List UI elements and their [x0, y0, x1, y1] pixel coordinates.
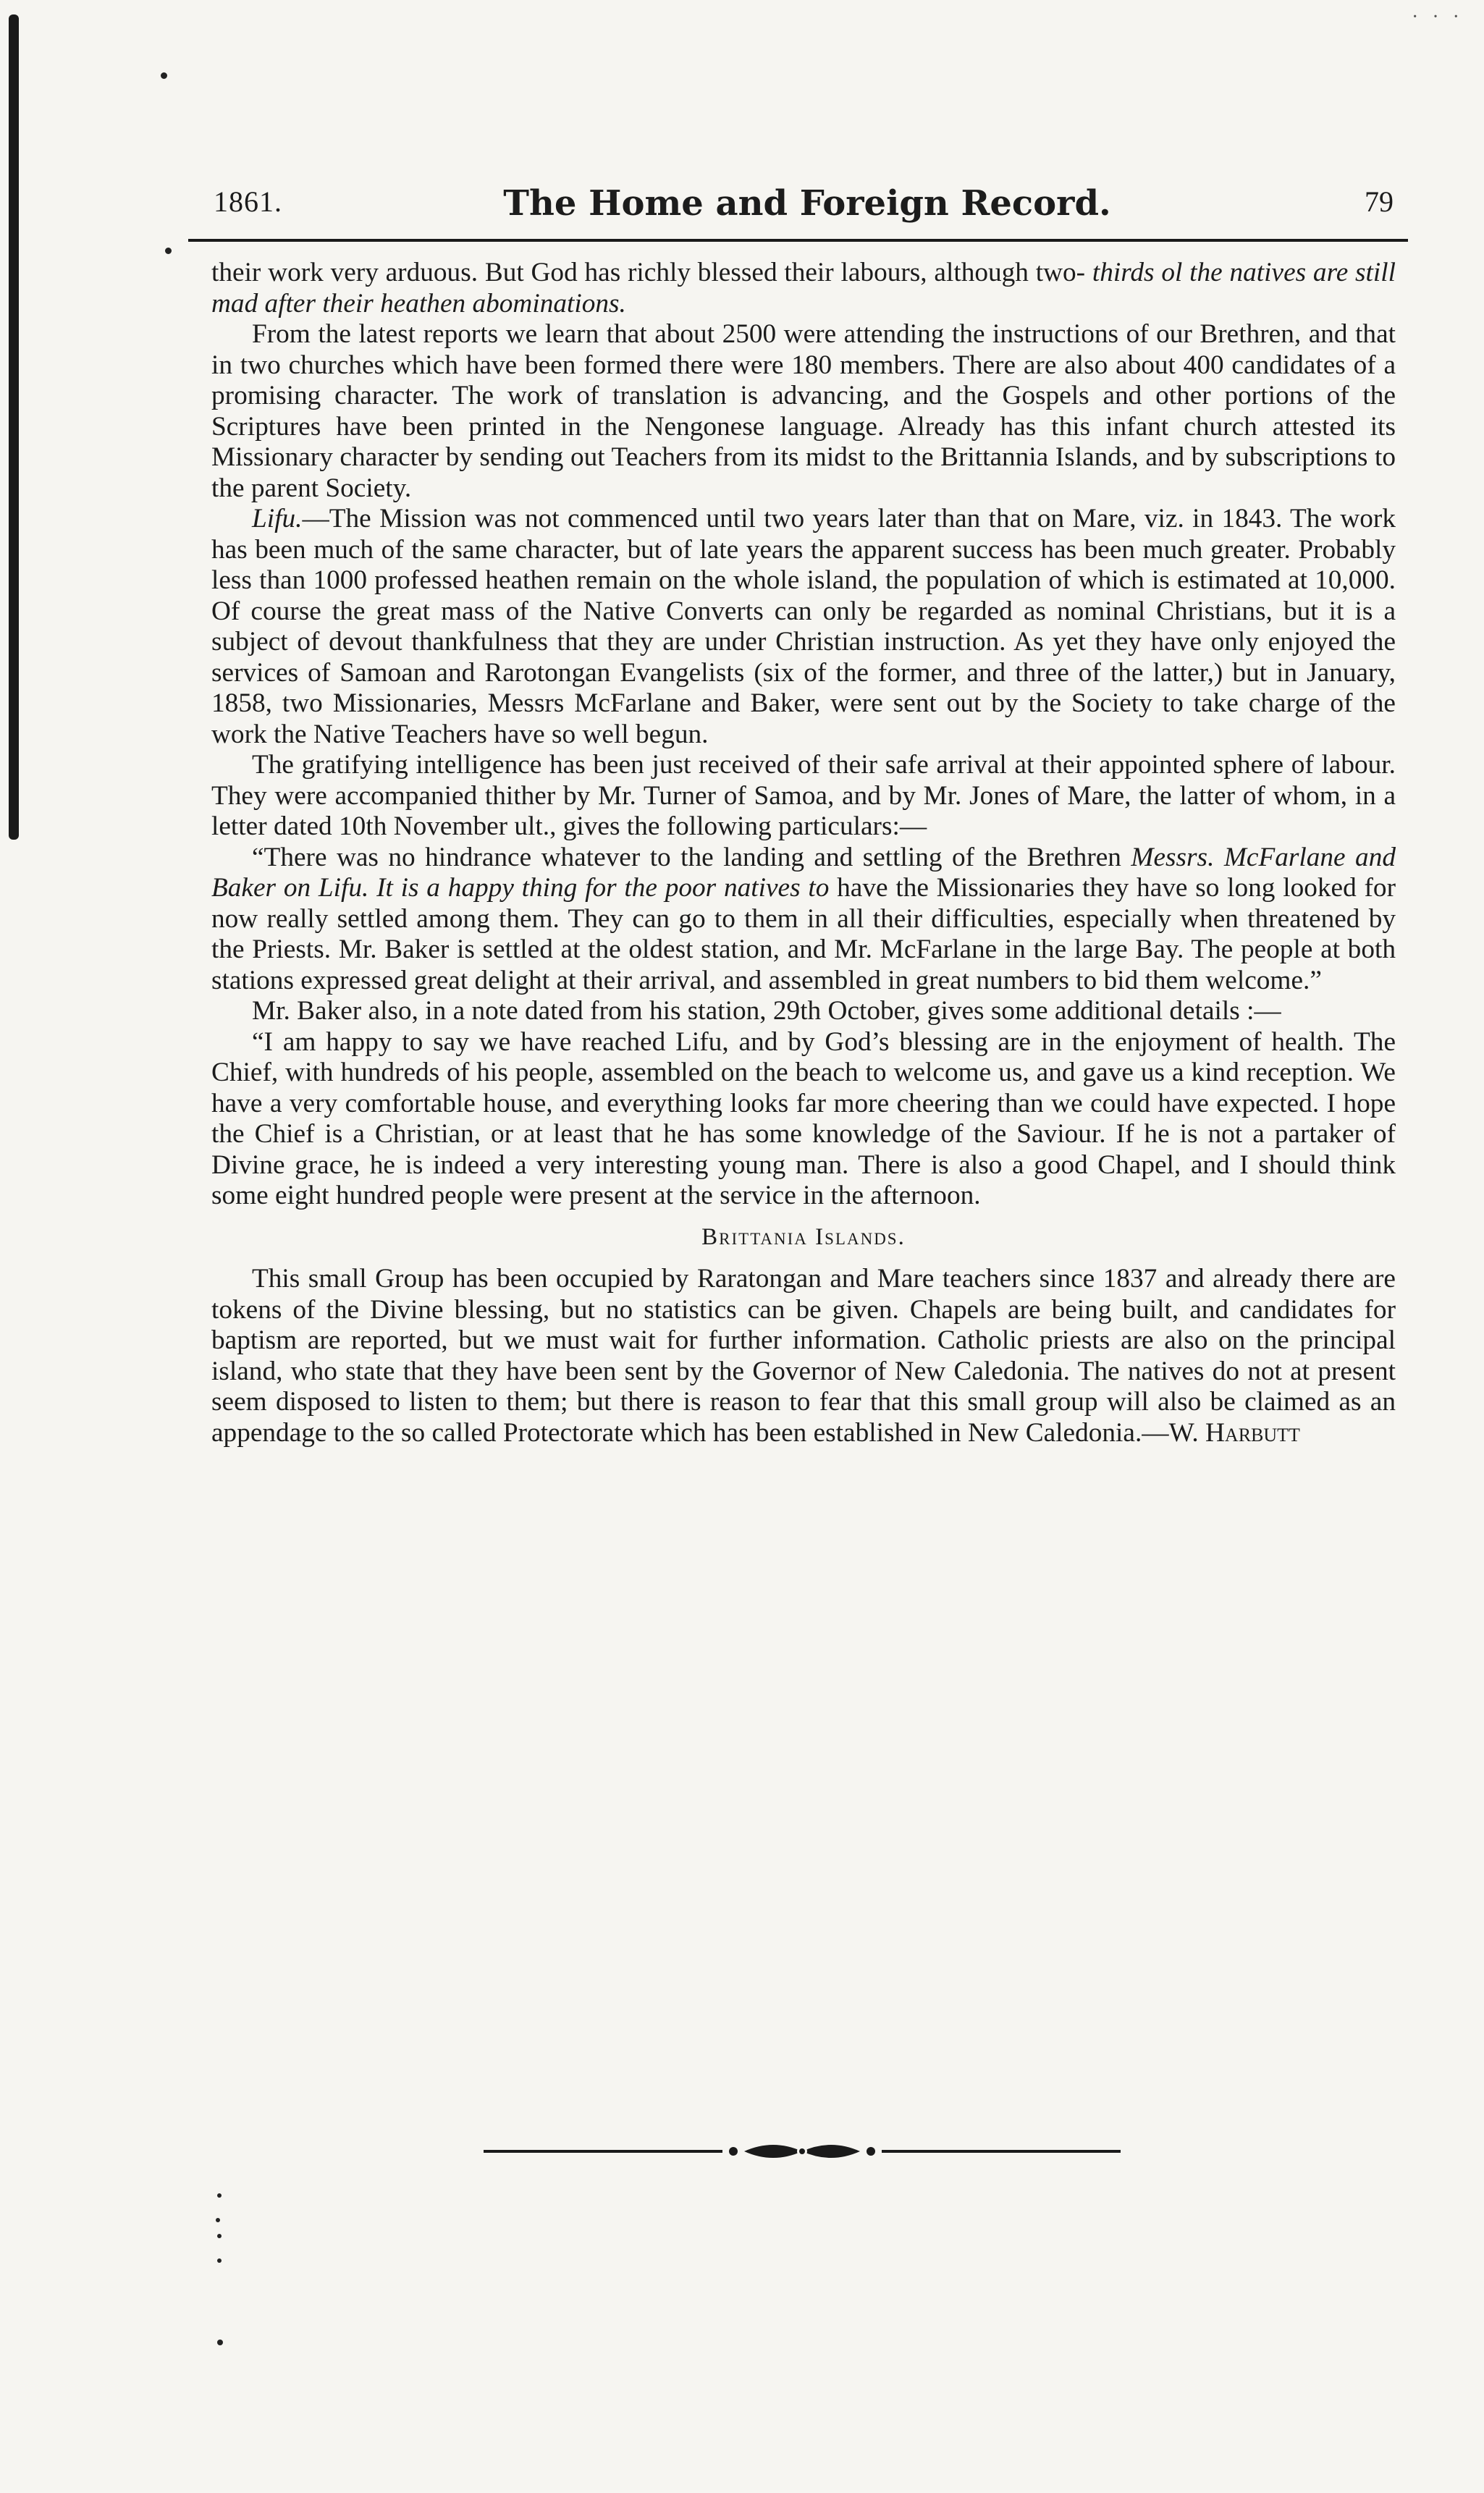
paragraph-text: This small Group has been occupied by Raratongan and Mare teachers since 1837 and already there are tokens of the Divine blessing, but no statistics can be given. Chapels are being built, and candidates for baptism are reported, but we must wait for further information. Catholic priests are also on the principal island, who state that they have been sent by the Governor of New Caledonia. The natives do not at present seem disposed to listen to them; but there is reason to fear that this small group will also be claimed as an appendage to the so called Protectorate which has been established in New Caledonia.—W. [211, 1264, 1396, 1448]
paragraph [211, 1264, 1396, 1448]
quoted-paragraph [211, 843, 1396, 997]
margin-speck [217, 2340, 223, 2345]
author-signature: Harbutt [1205, 1417, 1300, 1448]
paragraph: Mr. Baker also, in a note dated from his station, 29th October, gives some additional details :— [252, 996, 1281, 1026]
article-body [211, 258, 1396, 1448]
paragraph-text: their work very arduous. But God has richly blessed their labours, although two- [211, 258, 1086, 287]
margin-speck [165, 248, 172, 254]
header-year: 1861. [214, 185, 282, 218]
paragraph [211, 258, 1396, 319]
running-header [214, 185, 1401, 228]
paragraph [211, 504, 1396, 750]
margin-speck [161, 72, 167, 79]
paragraph-text: “There was no hindrance whatever to the landing and settling of the Brethren [252, 842, 1121, 872]
margin-speck [216, 2218, 220, 2222]
paragraph-lead-italic: Lifu. [252, 504, 303, 533]
margin-speck [217, 2193, 222, 2198]
paragraph-text: have the Missionaries they have so long looked for now really settled among them. They can go to them in all their difficulties, especially when threatened by the Priests. Mr. Baker is settled at the oldest station, and Mr. McFarlane in the large Bay. The people at both stations expressed great delight at their arrival, and assembled in great numbers to bid them welcome.” [211, 873, 1396, 995]
margin-speck [217, 2258, 222, 2263]
paragraph-text: —The Mission was not commenced until two years later than that on Mare, viz. in 1843. The work has been much of the same character, but of late years the apparent success has been much greater. Probably less than 1000 professed heathen remain on the whole island, the population of which is estimated at 10,000. Of course the great mass of the Native Converts can only be regarded as nominal Christians, but it is a subject of devout thankfulness that they are under Christian instruction. As yet they have only enjoyed the services of Samoan and Rarotongan Evangelists (six of the former, and three of the latter,) but in January, 1858, two Missionaries, Messrs McFarlane and Baker, were sent out by the Society to take charge of the work the Native Teachers have so well begun. [211, 504, 1396, 749]
header-rule [188, 239, 1408, 242]
page-number: 79 [1365, 185, 1394, 218]
paragraph-italic-text: Messrs. McFarlane and Baker on Lifu. It is a happy thing for the poor natives to [211, 842, 1396, 903]
section-end-ornament [484, 2137, 1121, 2166]
paragraph: The gratifying intelligence has been just received of their safe arrival at their appointed sphere of labour. They were accompanied thither by Mr. Turner of Samoa, and by Mr. Jones of Mare, the latter of whom, in a letter dated 10th November ult., gives the following particulars:— [211, 750, 1396, 841]
corner-scan-mark: · · · [1412, 6, 1464, 28]
page-edge-binding-mark [9, 14, 19, 840]
margin-speck [217, 2234, 222, 2238]
section-heading: Brittania Islands. [701, 1223, 906, 1250]
journal-title: The Home and Foreign Record. [503, 183, 1111, 224]
paragraph-italic-text: thirds ol the natives are still mad after their heathen abominations. [211, 258, 1396, 319]
paragraph: From the latest reports we learn that about 2500 were attending the instructions of our Brethren, and that in two churches which have been formed there were 180 members. There are also about 400 candidates of a promising character. The work of translation is advancing, and the Gospels and other portions of the Scriptures have been printed in the Nengonese language. Already has this infant church attested its Missionary character by sending out Teachers from its midst to the Brittannia Islands, and by subscriptions to the parent Society. [211, 319, 1396, 503]
quoted-paragraph: “I am happy to say we have reached Lifu, and by God’s blessing are in the enjoyment of health. The Chief, with hundreds of his people, assembled on the beach to welcome us, and gave us a kind reception. We have a very comfortable house, and everything looks far more cheering than we could have expected. I hope the Chief is a Christian, or at least that he has some knowledge of the Saviour. If he is not a partaker of Divine grace, he is indeed a very interesting young man. There is also a good Chapel, and I should think some eight hundred people were present at the service in the afternoon. [211, 1026, 1396, 1210]
